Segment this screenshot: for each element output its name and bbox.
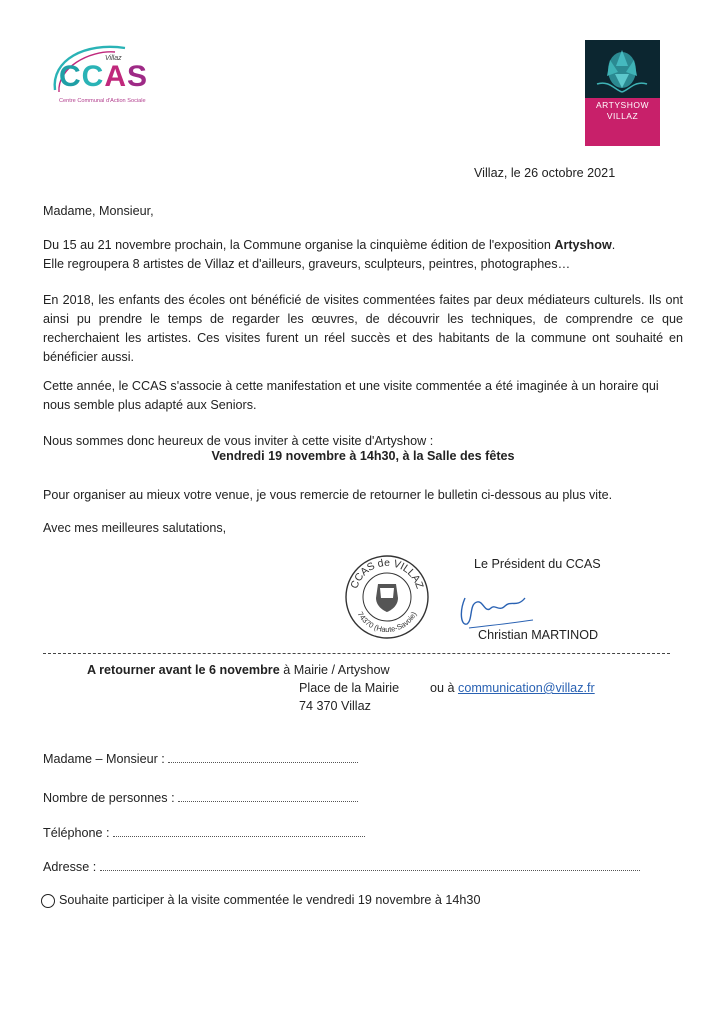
ccas-logo [45,40,165,112]
letter-closing: Avec mes meilleures salutations, [43,521,227,535]
president-title: Le Président du CCAS [474,557,601,571]
address-field[interactable]: Adresse : [43,858,640,874]
stamp-top-text: CCAS de VILLAZ [348,557,426,591]
president-name: Christian MARTINOD [478,628,599,642]
ccas-logo-subtitle: Centre Communal d'Action Sociale [59,98,146,104]
artichoke-icon [585,40,660,98]
paragraph-ccas: Cette année, le CCAS s'associe à cette manifestation et une visite commentée a été imaginée à un horaire qui nous semble plus adapté aux Seniors. [43,379,659,412]
event-highlight: Vendredi 19 novembre à 14h30, à la Salle des fêtes [211,449,515,463]
letter-date: Villaz, le 26 octobre 2021 [474,166,616,180]
ccas-logo-word: CCAS [59,60,149,93]
civility-field[interactable]: Madame – Monsieur : [43,750,358,766]
participation-label: Souhaite participer à la visite commentée le vendredi 19 novembre à 14h30 [59,893,481,907]
cut-line [43,653,670,654]
ccas-stamp [344,554,430,640]
artyshow-subtitle: VILLAZ [606,111,639,121]
address-line-2: 74 370 Villaz [299,699,371,713]
artyshow-title: ARTYSHOW [596,100,649,110]
paragraph-intro: Du 15 au 21 novembre prochain, la Commune organise la cinquième édition de l'exposition Artyshow. Elle regroupera 8 artistes de Villaz et d'ailleurs, graveurs, sculpteurs, peintres, photographes… [43,238,616,271]
artyshow-logo [585,40,660,146]
ccas-logo-villaz: Villaz [105,55,122,62]
stamp-bottom-text: 74370 (Haute-Savoie) [355,610,419,635]
svg-text:74370 (Haute-Savoie) [356,610,419,634]
people-count-field[interactable]: Nombre de personnes : [43,789,358,805]
email-link[interactable]: communication@villaz.fr [458,681,595,695]
paragraph-request: Pour organiser au mieux votre venue, je vous remercie de retourner le bulletin ci-dessous au plus vite. [43,488,613,502]
phone-field[interactable]: Téléphone : [43,824,365,840]
address-line-1: Place de la Mairie [299,681,400,695]
email-line: ou à communication@villaz.fr [430,681,595,695]
participation-radio[interactable] [41,894,55,908]
return-instructions: A retourner avant le 6 novembre à Mairie / Artyshow [87,663,390,677]
paragraph-history: En 2018, les enfants des écoles ont bénéficié de visites commentées faites par deux médiateurs culturels. Ils ont ainsi pu prendre le temps de regarder les œuvres, de découvrir les techniques, de comprendre ce que recherchaient les artistes. Ces visites furent un réel succès et des habitants de la commune ont souhaité en bénéficier aussi. [43,293,683,364]
letter-greeting: Madame, Monsieur, [43,204,154,218]
paragraph-invite: Nous sommes donc heureux de vous inviter à cette visite d'Artyshow : [43,434,434,448]
